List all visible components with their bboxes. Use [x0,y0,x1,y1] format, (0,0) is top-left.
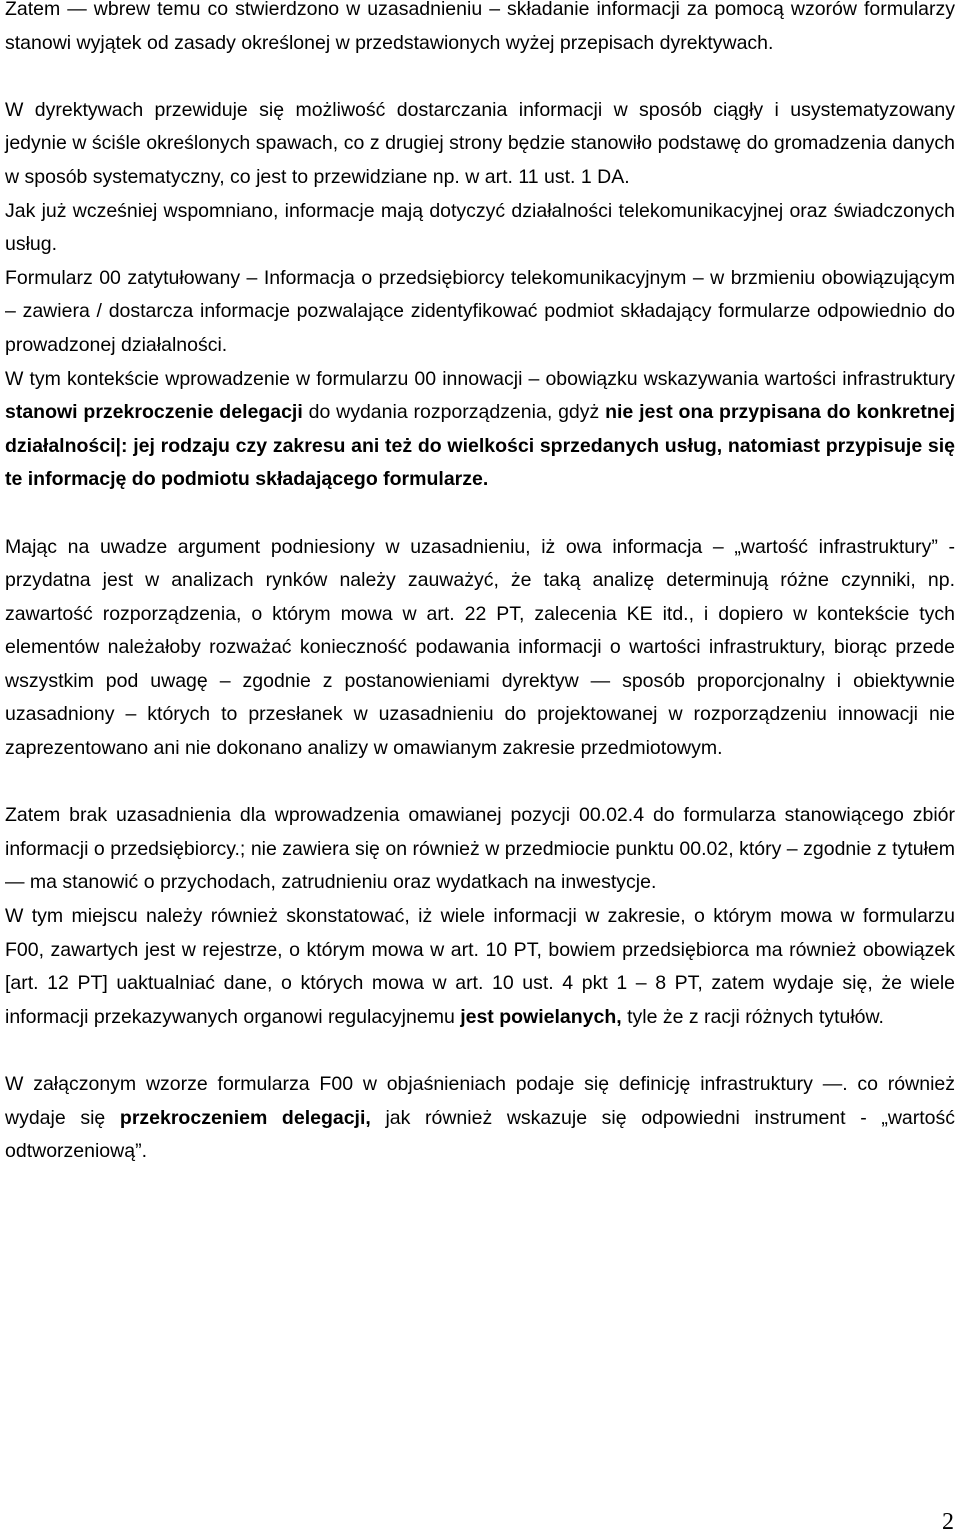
paragraph-8 [5,900,955,1034]
paragraph-7-text: Zatem brak uzasadnienia dla wprowadzenia omawianej pozycji 00.02.4 do formularza stanowiącego zbiór informacji o przedsiębiorcy.; nie zawiera się on również w przedmiocie punktu 00.02, który – zgodnie z tytułem — ma stanowić o przychodach, zatrudnieniu oraz wydatkach na inwestycje. [5,804,955,894]
paragraph-6 [5,531,955,766]
paragraph-spacer [5,766,955,800]
paragraph-8-bold-b: jest powielanych, [460,1005,622,1028]
paragraph-9-text-c: jak również wskazuje się odpowiedni instrument - „wartość odtworzeniową”. [5,1106,955,1163]
paragraph-5-text-a: W tym kontekście wprowadzenie w formularzu 00 innowacji – obowiązku wskazywania wartości infrastruktury [5,367,955,390]
paragraph-6-text: Mając na uwadze argument podniesiony w uzasadnieniu, iż owa informacja – „wartość infrastruktury” - przydatna jest w analizach rynków należy zauważyć, że taką analizę determinują różne czynniki, np. zawartość rozporządzenia, o którym mowa w art. 22 PT, zalecenia KE itd., i dopiero w kontekście tych elementów należałoby rozważać konieczność podawania informacji o wartości infrastruktury, biorąc przede wszystkim pod uwagę – zgodnie z postanowieniami dyrektyw — sposób proporcjonalny i obiektywnie uzasadniony – których to przesłanek w uzasadnieniu do projektowanej w rozporządzeniu innowacji nie zaprezentowano ani nie dokonano analizy w omawianym zakresie przedmiotowym. [5,535,955,760]
paragraph-spacer [5,1034,955,1068]
paragraph-9-text-a: W załączonym wzorze formularza F00 w objaśnieniach podaje się definicję infrastruktury —. co również wydaje się [5,1073,955,1129]
paragraph-5-text-c: do wydania rozporządzenia, gdyż [302,401,606,424]
paragraph-8-text-c: tyle że z racji różnych tytułów. [621,1005,884,1028]
paragraph-4-text: Formularz 00 zatytułowany – Informacja o przedsiębiorcy telekomunikacyjnym – w brzmieniu obowiązującym – zawiera / dostarcza informacje pozwalające zidentyfikować podmiot składający formularze odpowiednio do prowadzonej działalności. [5,266,955,356]
paragraph-5-bold-b: stanowi przekroczenie delegacji [5,401,303,424]
paragraph-3 [5,195,955,262]
paragraph-3-text: Jak już wcześniej wspomniano, informacje mają dotyczyć działalności telekomunikacyjnej oraz świadczonych usług. [5,199,955,256]
paragraph-5-bold-d: nie jest ona przypisana do konkretnej działalności|: jej rodzaju czy zakresu ani też do wielkości sprzedanych usług, natomiast przypisuje się te informację do podmiotu składającego formularze. [5,401,955,491]
paragraph-5 [5,363,955,497]
paragraph-7 [5,799,955,900]
paragraph-2-text: W dyrektywach przewiduje się możliwość dostarczania informacji w sposób ciągły i usystematyzowany jedynie w ściśle określonych spawach, co z drugiej strony będzie stanowiło podstawę do gromadzenia danych w sposób systematyczny, co jest to przewidziane np. w art. 11 ust. 1 DA. [5,98,955,188]
paragraph-spacer [5,497,955,531]
paragraph-1 [5,0,955,60]
paragraph-9 [5,1068,955,1169]
paragraph-2 [5,94,955,195]
paragraph-8-text-a: W tym miejscu należy również skonstatować, iż wiele informacji w zakresie, o którym mowa w formularzu F00, zawartych jest w rejestrze, o którym mowa w art. 10 PT, bowiem przedsiębiorca ma również obowiązek [art. 12 PT] uaktualniać dane, o których mowa w art. 10 ust. 4 pkt 1 – 8 PT, zatem wydaje się, że wiele informacji przekazywanych organowi regulacyjnemu [5,905,955,1028]
paragraph-spacer [5,60,955,94]
page-number: 2 [942,1509,954,1535]
document-body [5,0,955,1169]
paragraph-1-text: Zatem — wbrew temu co stwierdzono w uzasadnieniu – składanie informacji za pomocą wzorów formularzy stanowi wyjątek od zasady określonej w przedstawionych wyżej przepisach dyrektywach. [5,0,955,54]
paragraph-4 [5,262,955,363]
paragraph-9-bold-b: przekroczeniem delegacji, [119,1106,371,1129]
